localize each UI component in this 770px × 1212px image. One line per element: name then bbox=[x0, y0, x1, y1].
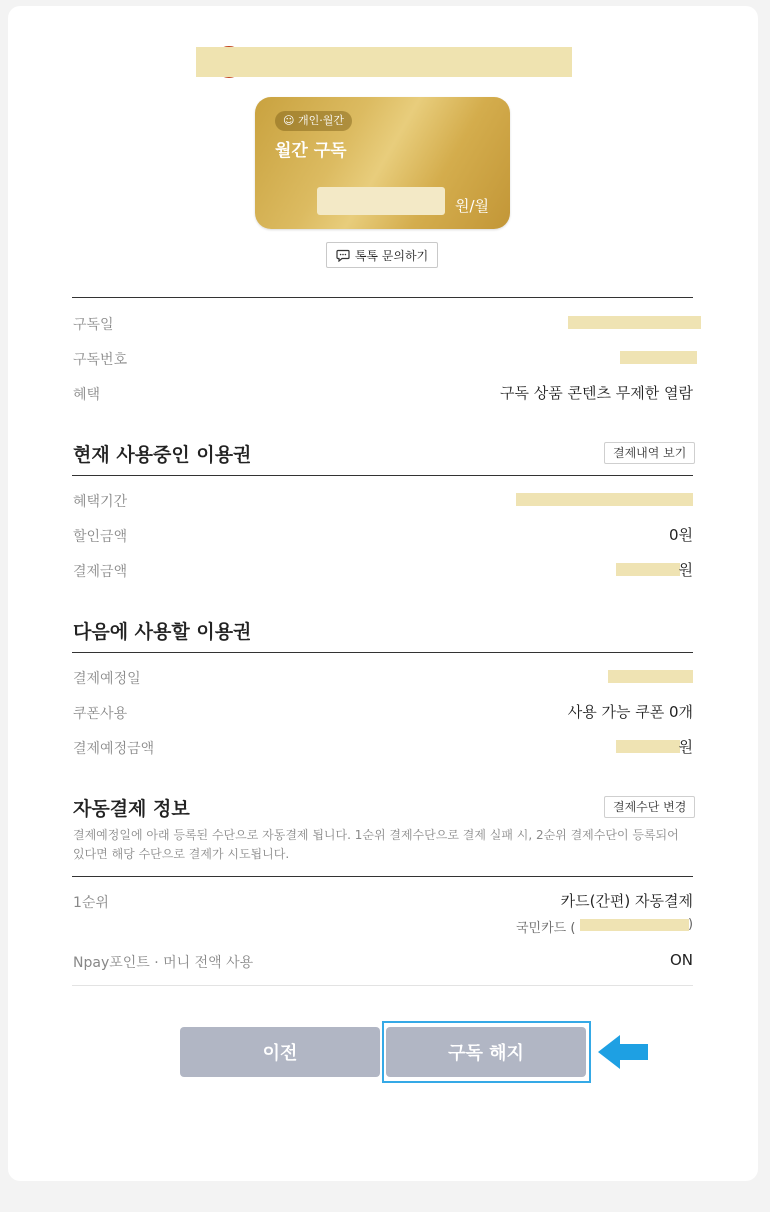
person-icon: ☺ bbox=[283, 114, 295, 127]
prev-button[interactable]: 이전 bbox=[180, 1027, 380, 1077]
redacted-price bbox=[317, 187, 445, 215]
payment-amount-unit: 원 bbox=[678, 561, 693, 579]
npay-label: Npay포인트 · 머니 전액 사용 bbox=[73, 955, 254, 971]
plan-title: 월간 구독 bbox=[275, 141, 347, 161]
divider bbox=[72, 985, 693, 986]
scheduled-amount-label: 결제예정금액 bbox=[73, 741, 155, 757]
redacted-card-number bbox=[580, 919, 689, 931]
chat-icon bbox=[336, 248, 350, 262]
coupon-value bbox=[568, 701, 693, 722]
payment-history-button[interactable]: 결제내역 보기 bbox=[604, 442, 695, 464]
change-payment-method-button[interactable]: 결제수단 변경 bbox=[604, 796, 695, 818]
benefit-period-label: 혜택기간 bbox=[73, 494, 128, 510]
scheduled-amount-unit: 원 bbox=[678, 738, 693, 756]
card-info-close: ) bbox=[688, 917, 694, 932]
coupon-label: 쿠폰사용 bbox=[73, 706, 128, 722]
redacted-scheduled-amount bbox=[616, 740, 680, 753]
coupon-unit: 개 bbox=[678, 703, 693, 721]
redacted-scheduled-date bbox=[608, 670, 693, 683]
coupon-count: 0 bbox=[668, 703, 679, 721]
priority-label: 1순위 bbox=[73, 895, 109, 911]
redacted-subscribe-date bbox=[568, 316, 701, 329]
divider bbox=[72, 475, 693, 476]
pointer-arrow-icon bbox=[598, 1035, 650, 1069]
benefit-label: 혜택 bbox=[73, 387, 101, 403]
divider bbox=[72, 876, 693, 877]
next-pass-title: 다음에 사용할 이용권 bbox=[73, 621, 252, 643]
scheduled-date-label: 결제예정일 bbox=[73, 671, 141, 687]
current-pass-title: 현재 사용중인 이용권 bbox=[73, 444, 252, 466]
coupon-value-text: 사용 가능 쿠폰 bbox=[567, 703, 669, 721]
price-unit: 원/월 bbox=[455, 197, 490, 215]
divider bbox=[72, 297, 693, 298]
autopay-title: 자동결제 정보 bbox=[73, 798, 190, 820]
plan-badge-label: 개인·월간 bbox=[297, 114, 344, 127]
redacted-benefit-period bbox=[516, 493, 693, 506]
benefit-value: 구독 상품 콘텐츠 무제한 열람 bbox=[500, 384, 693, 402]
talk-inquiry-label: 톡톡 문의하기 bbox=[354, 248, 429, 263]
redacted-payment-amount bbox=[616, 563, 680, 576]
plan-badge bbox=[275, 111, 352, 131]
talk-inquiry-button[interactable] bbox=[326, 242, 438, 268]
priority-value: 카드(간편) 자동결제 bbox=[560, 892, 693, 910]
autopay-note: 결제예정일에 아래 등록된 수단으로 자동결제 됩니다. 1순위 결제수단으로 결제 실패 시, 2순위 결제수단이 등록되어 있다면 해당 수단으로 결제가 시도됩니다. bbox=[73, 828, 679, 861]
redacted-subscribe-number bbox=[620, 351, 697, 364]
subscribe-number-label: 구독번호 bbox=[73, 352, 128, 368]
discount-label: 할인금액 bbox=[73, 529, 128, 545]
subscribe-date-label: 구독일 bbox=[73, 317, 114, 333]
divider bbox=[72, 652, 693, 653]
subscription-card bbox=[255, 97, 510, 229]
discount-value: 0원 bbox=[668, 526, 693, 544]
card-name: 국민카드 ( bbox=[516, 921, 576, 936]
payment-amount-label: 결제금액 bbox=[73, 564, 128, 580]
npay-status: ON bbox=[669, 951, 693, 969]
cancel-subscription-button[interactable]: 구독 해지 bbox=[386, 1027, 586, 1077]
redacted-name bbox=[196, 47, 572, 77]
card-info bbox=[516, 917, 575, 936]
